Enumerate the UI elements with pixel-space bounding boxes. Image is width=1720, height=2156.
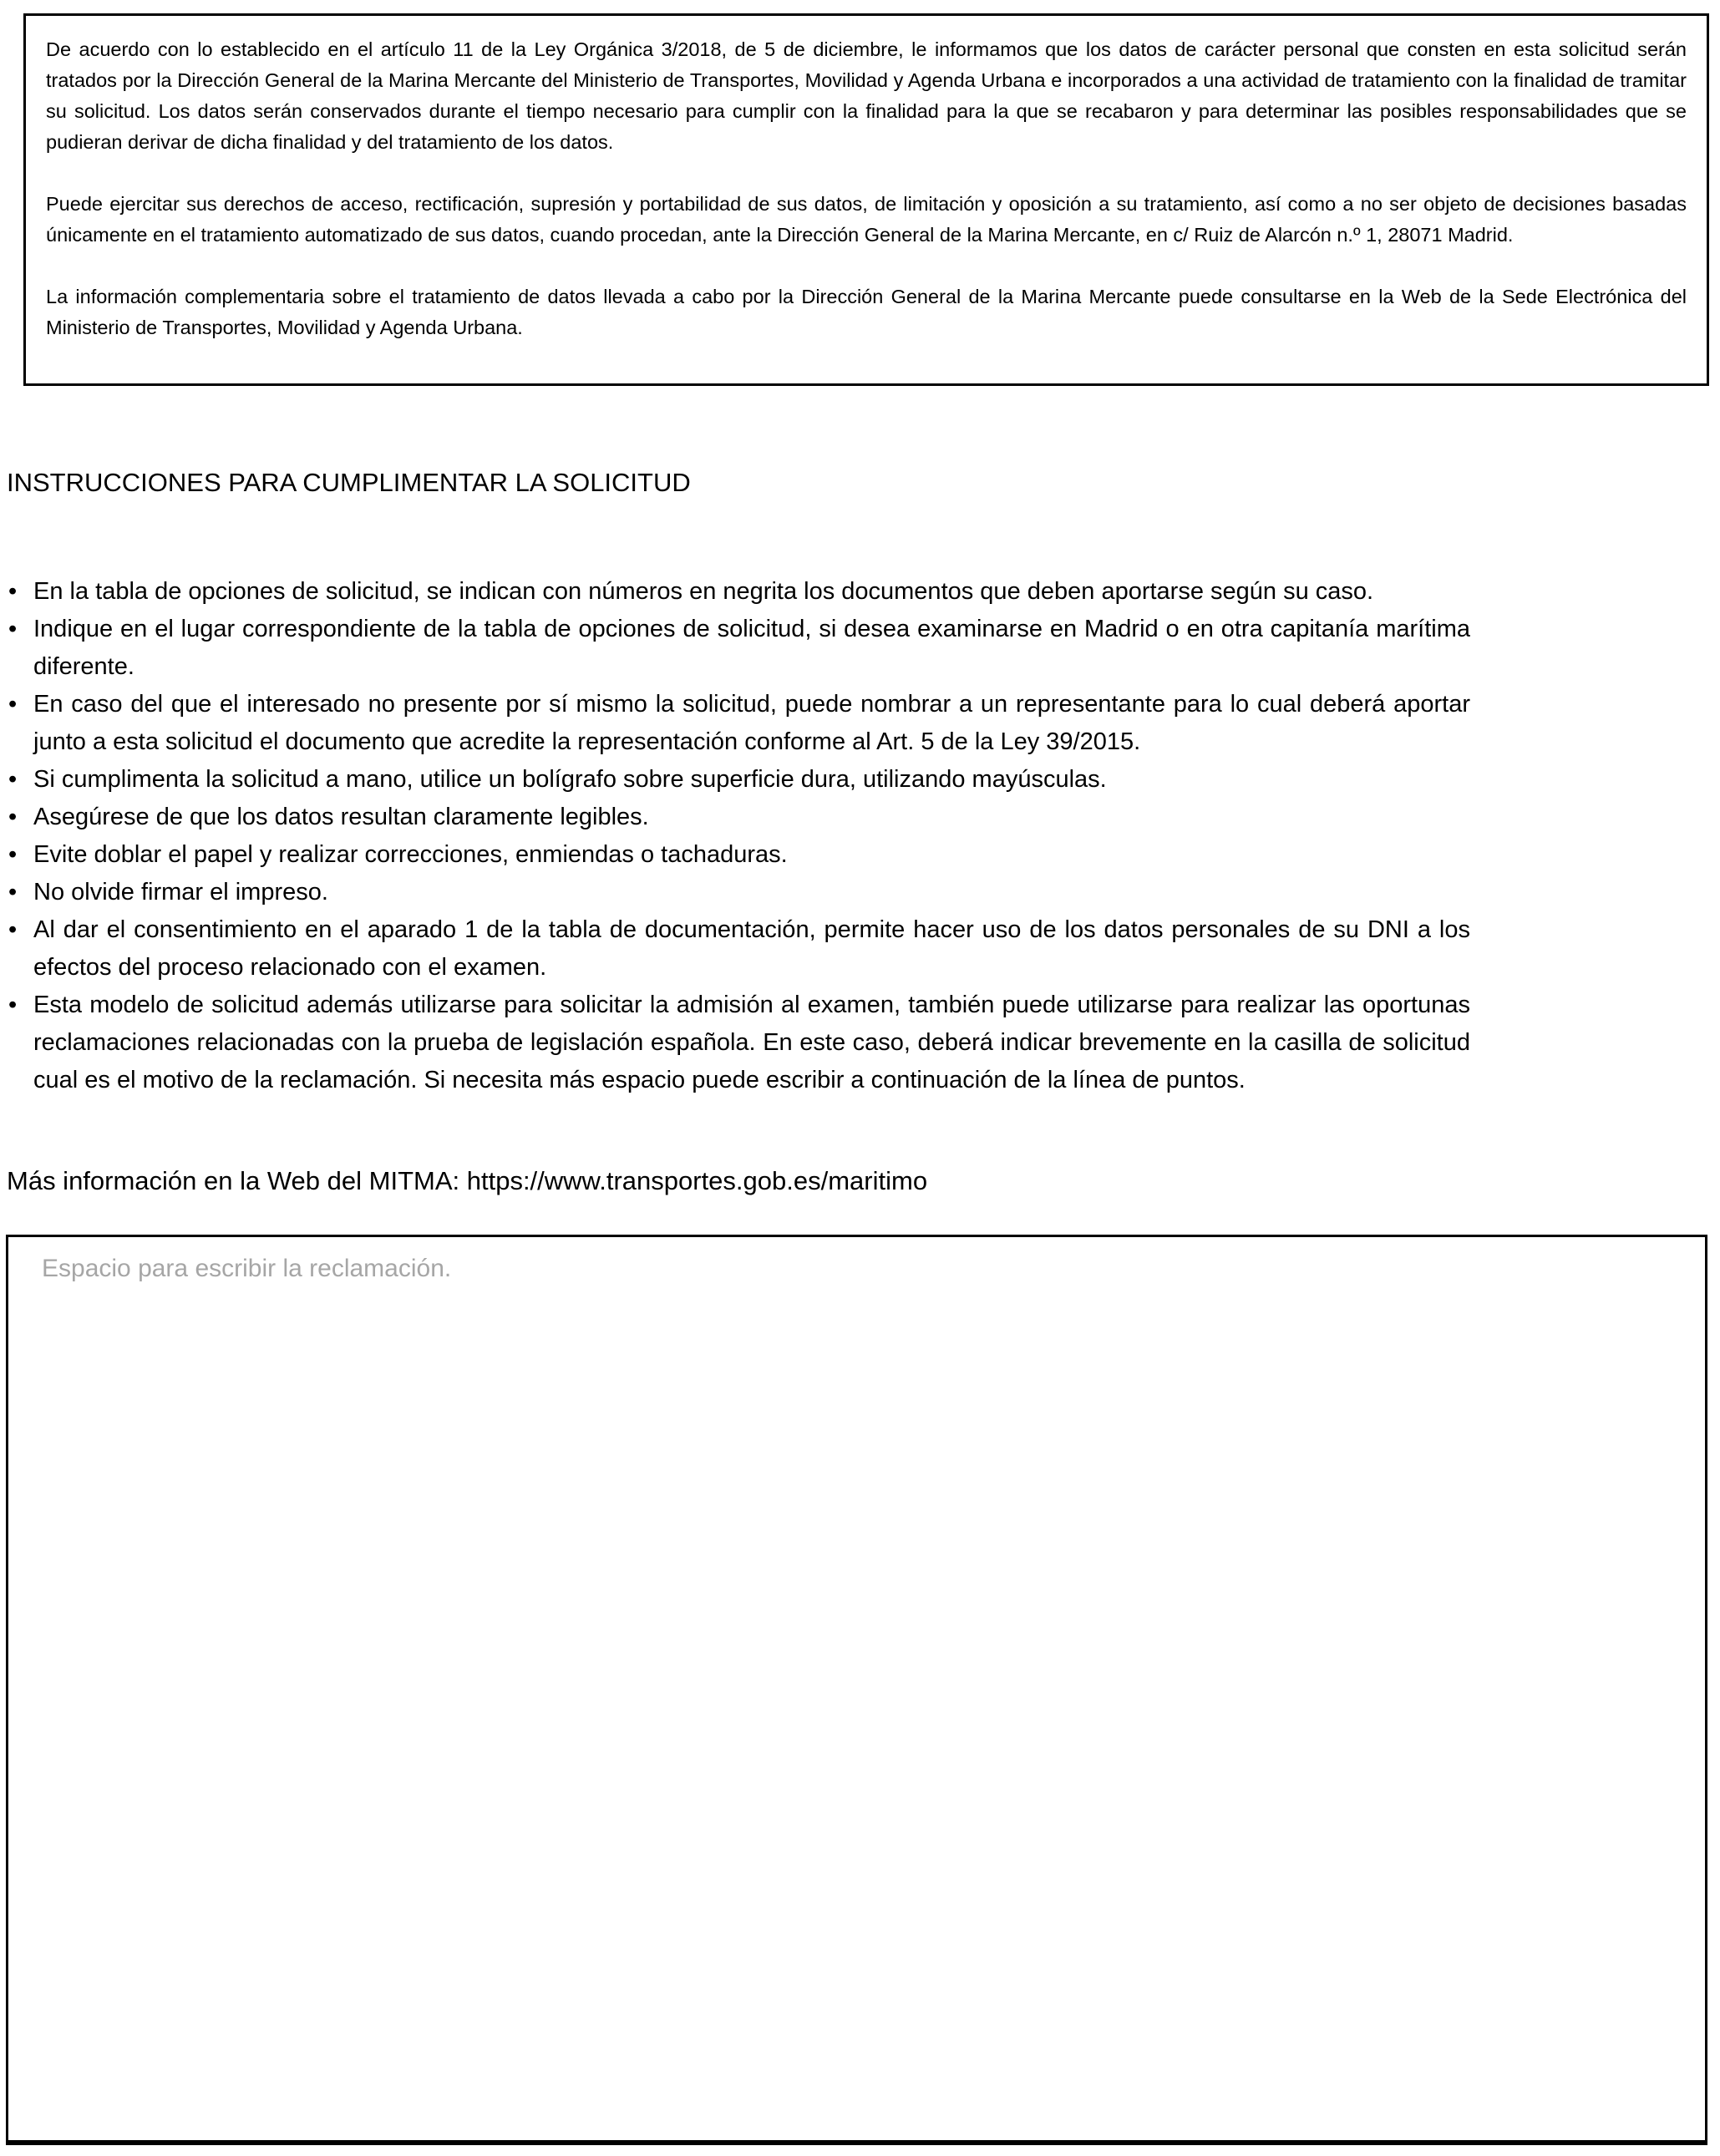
list-item: • Esta modelo de solicitud además utilizarse para solicitar la admisión al examen, también puede utilizarse para realizar las oportunas reclamaciones relacionadas con la prueba de legislación española. En este caso, deberá indicar brevemente en la casilla de solicitud cual es el motivo de la reclamación. Si necesita más espacio puede escribir a continuación de la línea de puntos. — [7, 987, 1470, 1099]
list-item: • No olvide firmar el impreso. — [7, 874, 1470, 911]
privacy-notice-box — [23, 13, 1709, 386]
privacy-paragraph-2: Puede ejercitar sus derechos de acceso, rectificación, supresión y portabilidad de sus datos, de limitación y oposición a su tratamiento, así como a no ser objeto de decisiones basadas únicamente en el tratamiento automatizado de sus datos, cuando procedan, ante la Dirección General de la Marina Mercante, en c/ Ruiz de Alarcón n.º 1, 28071 Madrid. — [46, 193, 1687, 246]
list-item: • Si cumplimenta la solicitud a mano, utilice un bolígrafo sobre superficie dura, utilizando mayúsculas. — [7, 761, 1470, 799]
privacy-paragraph-3: La información complementaria sobre el tratamiento de datos llevada a cabo por la Dirección General de la Marina Mercante puede consultarse en la Web de la Sede Electrónica del Ministerio de Transportes, Movilidad y Agenda Urbana. — [46, 286, 1687, 338]
claim-box-placeholder: Espacio para escribir la reclamación. — [42, 1255, 452, 1282]
instructions-list — [7, 573, 1470, 1099]
list-item: • Al dar el consentimiento en el aparado 1 de la tabla de documentación, permite hacer uso de los datos personales de su DNI a los efectos del proceso relacionado con el examen. — [7, 911, 1470, 987]
instructions-title: INSTRUCCIONES PARA CUMPLIMENTAR LA SOLICITUD — [7, 468, 691, 497]
list-item: • En caso del que el interesado no presente por sí mismo la solicitud, puede nombrar a un representante para lo cual deberá aportar junto a esta solicitud el documento que acredite la representación conforme al Art. 5 de la Ley 39/2015. — [7, 686, 1470, 761]
list-item: • En la tabla de opciones de solicitud, se indican con números en negrita los documentos que deben aportarse según su caso. — [7, 573, 1470, 611]
privacy-paragraph-1: De acuerdo con lo establecido en el artículo 11 de la Ley Orgánica 3/2018, de 5 de diciembre, le informamos que los datos de carácter personal que consten en esta solicitud serán tratados por la Dirección General de la Marina Mercante del Ministerio de Transportes, Movilidad y Agenda Urbana e incorporados a una actividad de tratamiento con la finalidad de tramitar su solicitud. Los datos serán conservados durante el tiempo necesario para cumplir con la finalidad para la que se recabaron y para determinar las posibles responsabilidades que se pudieran derivar de dicha finalidad y del tratamiento de los datos. — [46, 38, 1687, 153]
list-item: • Asegúrese de que los datos resultan claramente legibles. — [7, 799, 1470, 836]
more-info-text: Más información en la Web del MITMA: https://www.transportes.gob.es/maritimo — [7, 1166, 928, 1195]
list-item: • Evite doblar el papel y realizar correcciones, enmiendas o tachaduras. — [7, 836, 1470, 874]
list-item: • Indique en el lugar correspondiente de la tabla de opciones de solicitud, si desea examinarse en Madrid o en otra capitanía marítima diferente. — [7, 611, 1470, 686]
claim-input-box[interactable] — [6, 1235, 1707, 2145]
